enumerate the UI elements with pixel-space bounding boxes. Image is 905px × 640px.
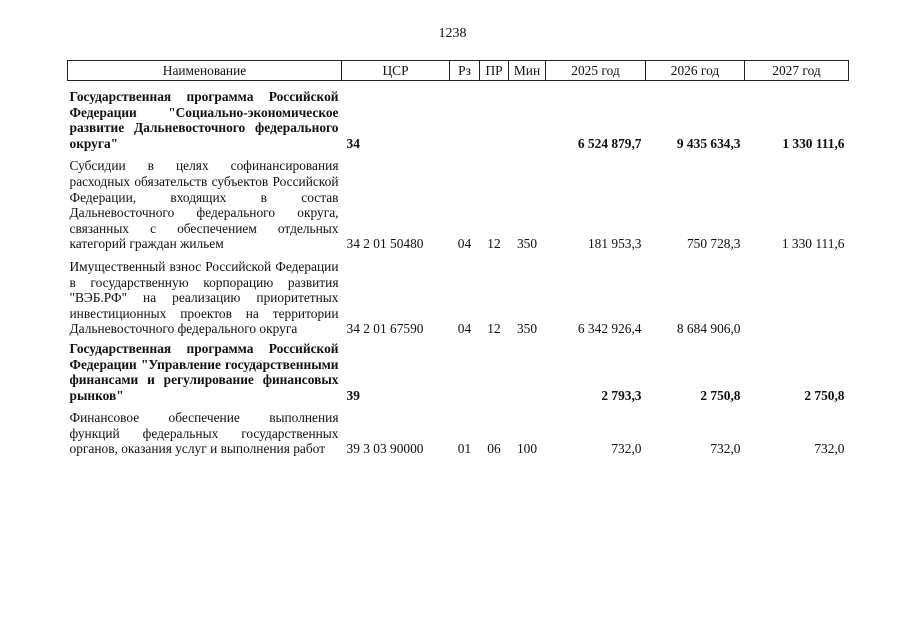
page-number: 1238: [438, 26, 467, 41]
row-min: 350: [516, 321, 538, 337]
header-rz: Рз: [450, 61, 480, 81]
row-csr: 39 3 03 90000: [346, 441, 424, 457]
row-2025: 6 342 926,4: [577, 321, 642, 337]
row-name: Имущественный взнос Российской Федерации в государственную корпорацию развития "ВЭБ.РФ" на реализацию приоритетных инвестиционных проектов на территории Дальневосточного федерального округа: [69, 258, 339, 337]
header-name: Наименование: [68, 61, 342, 81]
table-row: [68, 252, 849, 337]
row-2027: 2 750,8: [804, 387, 845, 403]
header-csr: ЦСР: [342, 61, 450, 81]
budget-table: [67, 60, 849, 457]
row-csr: 34: [346, 135, 360, 151]
row-2027: 1 330 111,6: [781, 236, 845, 252]
row-min: 350: [516, 236, 538, 252]
table-row: [68, 151, 849, 252]
row-name: Финансовое обеспечение выполнения функций федеральных государственных органов, оказания услуг и выполнения работ: [69, 410, 339, 457]
header-2026: 2026 год: [646, 61, 745, 81]
row-csr: 34 2 01 50480: [346, 236, 424, 252]
row-2026: 8 684 906,0: [676, 321, 741, 337]
header-2025: 2025 год: [546, 61, 646, 81]
table-header-row: [68, 61, 849, 81]
row-2027: 732,0: [814, 441, 845, 457]
row-pr: 06: [487, 441, 501, 457]
row-name: Государственная программа Российской Федерации "Управление государственными финансами и регулирование финансовых рынков": [69, 340, 339, 403]
row-2027: 1 330 111,6: [782, 135, 845, 151]
row-2025: 6 524 879,7: [577, 135, 642, 151]
row-rz: [450, 337, 480, 403]
table-row: [68, 403, 849, 457]
table-row: [68, 81, 849, 152]
row-pr: [480, 337, 509, 403]
row-rz: 04: [457, 321, 472, 337]
row-rz: 01: [457, 441, 472, 457]
row-rz: 04: [457, 236, 472, 252]
row-min: 100: [516, 441, 538, 457]
row-pr: 12: [487, 236, 501, 252]
row-2025: 732,0: [611, 441, 642, 457]
row-csr: 39: [346, 387, 360, 403]
header-2027: 2027 год: [745, 61, 849, 81]
row-2026: 732,0: [710, 441, 741, 457]
row-2025: 181 953,3: [587, 236, 642, 252]
row-2027: [745, 252, 849, 337]
row-min: [509, 337, 546, 403]
header-min: Мин: [509, 61, 546, 81]
row-2026: 9 435 634,3: [676, 135, 741, 151]
header-pr: ПР: [480, 61, 509, 81]
table-row: [68, 337, 849, 403]
row-name: Субсидии в целях софинансирования расходных обязательств субъектов Российской Федерации, входящих в состав Дальневосточного федерального округа, связанных с обеспечением отдельных категорий граждан жильем: [69, 158, 339, 252]
row-min: [509, 81, 546, 152]
row-csr: 34 2 01 67590: [346, 321, 424, 337]
row-rz: [450, 81, 480, 152]
row-2025: 2 793,3: [601, 387, 642, 403]
row-2026: 750 728,3: [686, 236, 741, 252]
row-pr: [480, 81, 509, 152]
row-pr: 12: [487, 321, 501, 337]
row-name: Государственная программа Российской Федерации "Социально-экономическое развитие Дальневосточного федерального округа": [69, 89, 339, 151]
row-2026: 2 750,8: [700, 387, 741, 403]
